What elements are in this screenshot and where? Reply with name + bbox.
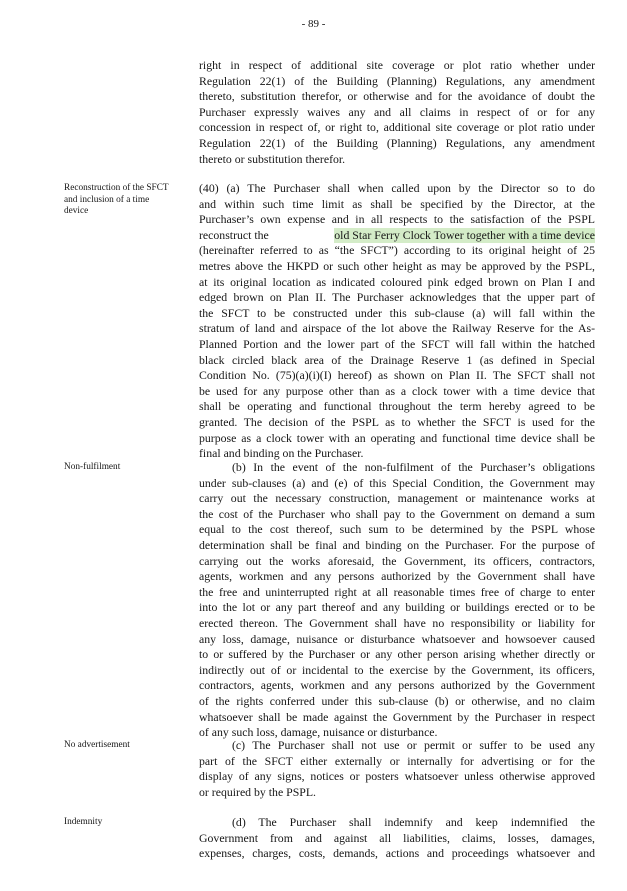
margin-note-line: Reconstruction of the SFCT — [64, 183, 169, 193]
text-line: black circled black area of the Drainage Reserve 1 (as defined in Special — [199, 352, 595, 367]
margin-note-non-fulfilment: Non-fulfilment — [64, 462, 121, 472]
clause-d — [199, 815, 595, 862]
highlighted-line — [199, 228, 595, 244]
text-line: Planned Portion and the lower part of the SFCT will fall within the hatched — [199, 336, 595, 351]
margin-note-line: and inclusion of a time — [64, 194, 150, 205]
text-line: Regulation 22(1) of the Building (Planning) Regulations, any amendment — [199, 135, 595, 150]
text-line: or required by the PSPL. — [199, 784, 316, 799]
intro-paragraph — [199, 58, 595, 167]
text-line: contractors, agents, workmen and any persons authorized by the Government — [199, 678, 595, 693]
text-line: equal to the cost thereof, such sum to be determined by the PSPL whose — [199, 522, 595, 537]
page-number: - 89 - — [301, 18, 326, 30]
text-line: purpose as a clock tower with an operating and functional time device shall be — [199, 430, 595, 445]
text-line: Condition No. (75)(a)(i)(I) hereof) as shown on Plan II. The SFCT shall not — [199, 368, 595, 383]
text-line: stratum of land and airspace of the lot above the Railway Reserve for the As- — [199, 321, 595, 336]
text-span: reconstruct the — [199, 227, 269, 242]
margin-note-no-advertisement: No advertisement — [64, 740, 130, 750]
text-line: of any such loss, damage, nuisance or disturbance. — [199, 725, 438, 740]
text-line: right in respect of additional site coverage or plot ratio whether under — [199, 58, 595, 72]
text-line: part of the SFCT either externally or internally for advertising or for the — [199, 753, 595, 768]
margin-note-indemnity: Indemnity — [64, 817, 103, 827]
text-line: Regulation 22(1) of the Building (Planning) Regulations, any amendment — [199, 73, 595, 88]
text-line: (hereinafter referred to as “the SFCT”) according to its original height of 25 — [199, 243, 595, 258]
text-line: the SFCT to be constructed under this sub-clause (a) will fall within the — [199, 305, 595, 320]
text-line: carrying out the works aforesaid, the Government, its officers, contractors, — [199, 553, 595, 568]
highlighted-text: old Star Ferry Clock Tower together with a time device — [334, 227, 595, 242]
text-line: under sub-clauses (a) and (e) of this Special Condition, the Government may — [199, 475, 595, 490]
text-line: into the lot or any part thereof and any building or buildings erected or to be — [199, 600, 595, 615]
text-line: Purchaser expressly waives any and all claims in respect of or for any — [199, 104, 595, 119]
margin-note-reconstruction — [64, 183, 176, 218]
text-line: edged brown on Plan II. The Purchaser acknowledges that the upper part of — [199, 290, 595, 305]
text-line: determination shall be final and binding on the Purchaser. For the purpose of — [199, 537, 595, 552]
text-line: erected thereon. The Government shall have no responsibility or liability for — [199, 615, 595, 630]
clause-heading-line: (d) The Purchaser shall indemnify and keep indemnified the — [232, 815, 595, 829]
clause-heading-line: (b) In the event of the non-fulfilment of the Purchaser’s obligations — [232, 460, 595, 474]
text-line: concession in respect of, or right to, additional site coverage or plot ratio under — [199, 120, 595, 135]
text-line: carry out the necessary construction, management or maintenance works at — [199, 491, 595, 506]
text-line: final and binding on the Purchaser. — [199, 446, 364, 461]
text-line: any loss, damage, nuisance or disturbance whatsoever and howsoever caused — [199, 631, 595, 646]
text-line: the cost of the Purchaser who shall pay to the Government on demand a sum — [199, 506, 595, 521]
text-line: at its original location as indicated coloured pink edged brown on Plan I and — [199, 274, 595, 289]
margin-note-line: device — [64, 206, 89, 216]
clause-40-a — [199, 181, 595, 462]
text-line: agents, workmen and any persons authorized by the Government shall have — [199, 569, 595, 584]
text-line: thereto, substitution therefor, or otherwise and for the avoidance of doubt the — [199, 89, 595, 104]
text-line: Purchaser’s own expense and in all respects to the satisfaction of the PSPL — [199, 212, 595, 227]
text-line: display of any signs, notices or posters whatsoever unless otherwise approved — [199, 769, 595, 784]
text-line: shall be operating and functional throughout the term hereby agreed to be — [199, 399, 595, 414]
clause-c — [199, 738, 595, 800]
text-line: Government from and against all liabilities, claims, losses, damages, — [199, 830, 595, 845]
clause-b — [199, 460, 595, 741]
text-line: the free and uninterrupted right at all reasonable times free of charge to enter — [199, 584, 595, 599]
text-line: whatsoever shall be made against the Government by the Purchaser in respect — [199, 709, 595, 724]
text-line: to or suffered by the Purchaser or any other person arising whether directly or — [199, 647, 595, 662]
text-line: indirectly out of or incidental to the exercise by the Government, its officers, — [199, 662, 595, 677]
text-line: thereto or substitution therefor. — [199, 151, 346, 166]
text-line: expenses, charges, costs, demands, actions and proceedings whatsoever and — [199, 846, 595, 861]
clause-heading-line: (c) The Purchaser shall not use or permit or suffer to be used any — [232, 738, 595, 752]
text-line: metres above the HKPD or such other height as may be approved by the PSPL, — [199, 258, 595, 273]
text-line: be used for any purpose other than as a clock tower with a time device that — [199, 383, 595, 398]
clause-heading-line: (40) (a) The Purchaser shall when called upon by the Director so to do — [199, 181, 595, 195]
text-line: granted. The decision of the PSPL as to whether the SFCT is used for the — [199, 414, 595, 429]
text-line: and within such time limit as shall be specified by the Director, at the — [199, 196, 595, 211]
text-line: of the rights conferred under this sub-clause (b) or otherwise, and no claim — [199, 693, 595, 708]
